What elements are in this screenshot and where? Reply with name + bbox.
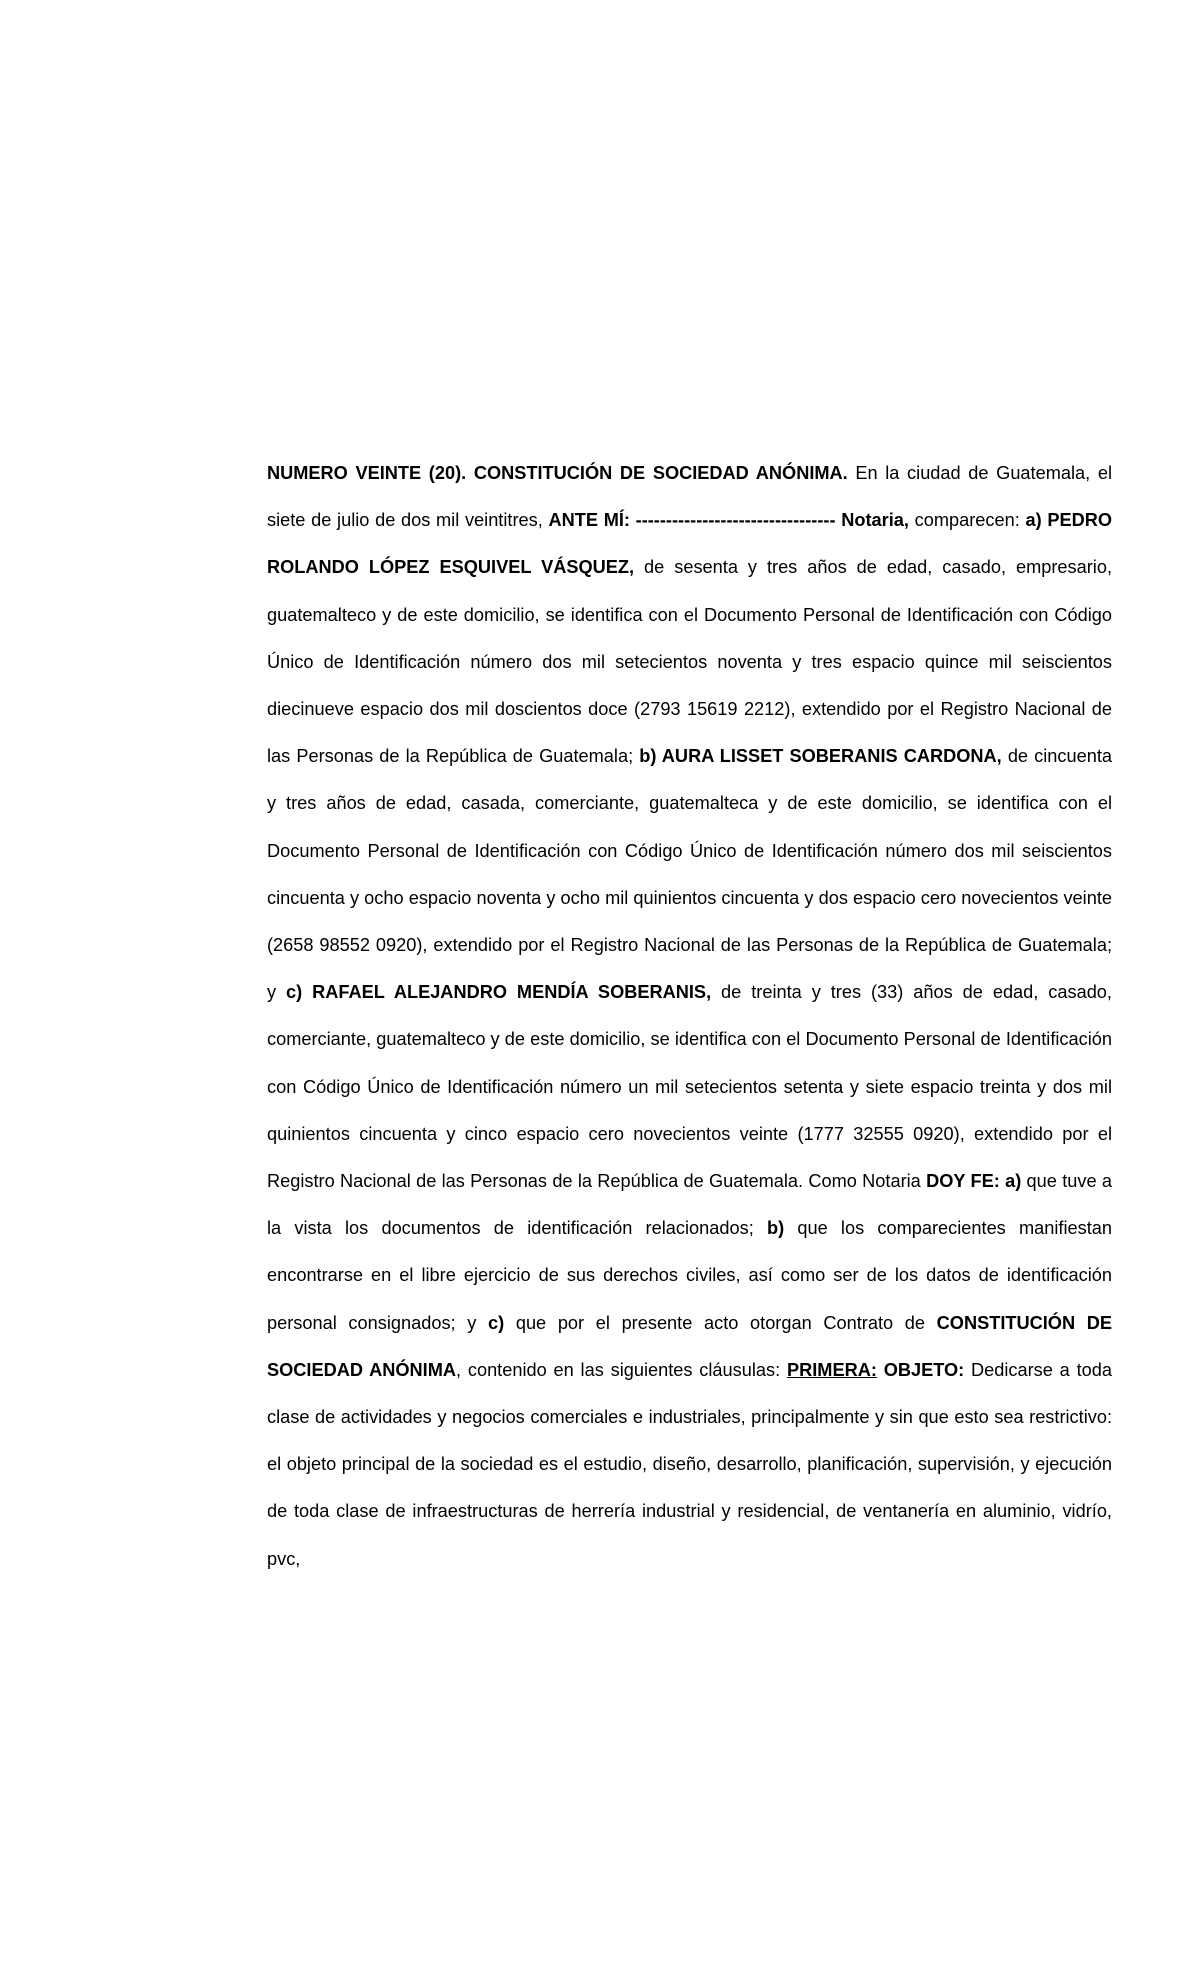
contract-title: CONSTITUCIÓN DE SOCIEDAD ANÓNIMA — [267, 1312, 1112, 1380]
clause-number-underlined: PRIMERA: — [786, 1359, 877, 1380]
party-c-details: de treinta y tres (33) años de edad, casado, comerciante, guatemalteco y de este domicilio, se identifica con el Documento Personal de Identificación con Código Único de Identificación número un mil setecientos setenta y siete espacio treinta y dos mil quinientos cincuenta y cinco espacio cero novecientos veinte (1777 32555 0920), extendido por el Registro Nacional de las Personas de la República de Guatemala. Como Notaria — [267, 982, 1112, 1192]
clause-body: Dedicarse a toda clase de actividades y negocios comerciales e industriales, principalmente y sin que esto sea restrictivo: el objeto principal de la sociedad es el estudio, diseño, desarrollo, planificación, supervisión, y ejecución de toda clase de infraestructuras de herrería industrial y residencial, de ventanería en aluminio, vidrío, pvc, — [267, 1359, 1112, 1569]
party-b-name: b) AURA LISSET SOBERANIS CARDONA, — [639, 746, 1002, 767]
deed-heading: NUMERO VEINTE (20). CONSTITUCIÓN DE SOCIEDAD ANÓNIMA. — [267, 463, 848, 483]
text-segment: que los comparecientes manifiestan encontrarse en el libre ejercicio de sus derechos civiles, así como ser de los datos de identificación personal consignados; y — [267, 1218, 1112, 1333]
party-b-details: de cincuenta y tres años de edad, casada, comerciante, guatemalteca y de este domicilio, se identifica con el Documento Personal de Identificación con Código Único de Identificación número dos mil seiscientos cincuenta y ocho espacio noventa y ocho mil quinientos cincuenta y dos espacio cero novecientos veinte (2658 98552 0920), extendido por el Registro Nacional de las Personas de la República de Guatemala; y — [267, 746, 1112, 1003]
party-a-name: a) PEDRO ROLANDO LÓPEZ ESQUIVEL VÁSQUEZ, — [267, 510, 1112, 578]
text-segment: comparecen: — [908, 510, 1026, 531]
item-c-label: c) — [488, 1312, 505, 1333]
party-c-name: c) RAFAEL ALEJANDRO MENDÍA SOBERANIS, — [286, 982, 712, 1003]
notary-line: ANTE MÍ: --------------------------------- Notaria, — [548, 510, 909, 531]
text-segment: , contenido en las siguientes cláusulas: — [456, 1359, 787, 1380]
party-a-details: de sesenta y tres años de edad, casado, empresario, guatemalteco y de este domicilio, se identifica con el Documento Personal de Identificación con Código Único de Identificación número dos mil setecientos noventa y tres espacio quince mil seiscientos diecinueve espacio dos mil doscientos doce (2793 15619 2212), extendido por el Registro Nacional de las Personas de la República de Guatemala; — [267, 557, 1112, 767]
clause-number — [787, 1360, 877, 1380]
text-segment: que tuve a la vista los documentos de identificación relacionados; — [267, 1171, 1112, 1239]
deed-paragraph — [267, 450, 1112, 1583]
text-segment — [877, 1360, 884, 1380]
doy-fe-label: DOY FE: a) — [926, 1171, 1022, 1192]
text-segment: que por el presente acto otorgan Contrato de — [504, 1312, 937, 1333]
item-b-label: b) — [766, 1218, 785, 1239]
text-segment: En la ciudad de Guatemala, el siete de julio de dos mil veintitres, — [267, 463, 1112, 531]
clause-title: OBJETO: — [883, 1359, 965, 1380]
